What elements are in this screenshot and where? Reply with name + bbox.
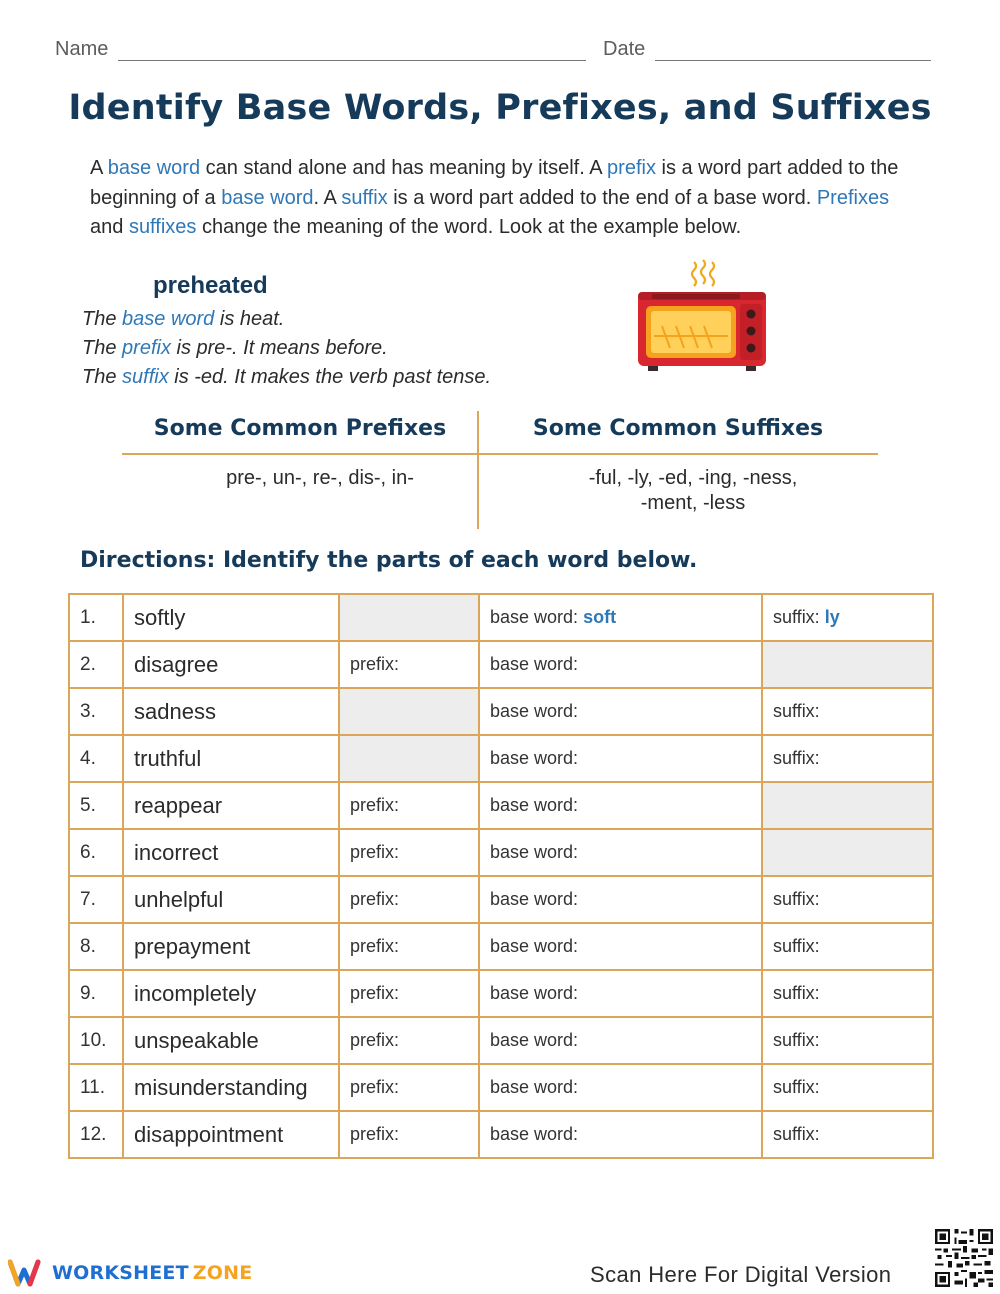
table-row bbox=[69, 594, 933, 641]
suffix-label: suffix: bbox=[773, 748, 820, 768]
suffix-answer: ly bbox=[824, 607, 840, 627]
row-word: reappear bbox=[123, 782, 339, 829]
base-word-label: base word: bbox=[490, 983, 579, 1003]
prefix-shaded-cell bbox=[339, 594, 479, 641]
base-word-answer: soft bbox=[583, 607, 617, 627]
table-row bbox=[69, 876, 933, 923]
row-word: incorrect bbox=[123, 829, 339, 876]
table-row bbox=[69, 829, 933, 876]
suffix-answer-cell[interactable] bbox=[762, 923, 933, 970]
base-word-answer-cell[interactable] bbox=[479, 641, 762, 688]
base-word-answer-cell[interactable] bbox=[479, 970, 762, 1017]
suffix-label: suffix: bbox=[773, 936, 820, 956]
table-row bbox=[69, 688, 933, 735]
suffix-label: suffix: bbox=[773, 889, 820, 909]
base-word-label: base word: bbox=[490, 1030, 579, 1050]
prefix-answer-cell[interactable]: prefix: bbox=[339, 876, 479, 923]
row-word: disappointment bbox=[123, 1111, 339, 1158]
row-word: prepayment bbox=[123, 923, 339, 970]
base-word-label: base word: bbox=[490, 654, 579, 674]
row-word: softly bbox=[123, 594, 339, 641]
row-number: 7. bbox=[69, 876, 123, 923]
row-word: incompletely bbox=[123, 970, 339, 1017]
row-number: 10. bbox=[69, 1017, 123, 1064]
affix-divider-horizontal bbox=[122, 453, 878, 455]
suffix-answer-cell[interactable] bbox=[762, 735, 933, 782]
table-row bbox=[69, 782, 933, 829]
name-line[interactable] bbox=[118, 60, 586, 61]
worksheet-zone-logo-icon bbox=[8, 1258, 48, 1288]
table-row bbox=[69, 1111, 933, 1158]
base-word-label: base word: bbox=[490, 936, 579, 956]
base-word-label: base word: bbox=[490, 1124, 579, 1144]
suffix-answer-cell[interactable] bbox=[762, 1111, 933, 1158]
row-number: 4. bbox=[69, 735, 123, 782]
row-number: 1. bbox=[69, 594, 123, 641]
suffix-answer-cell[interactable] bbox=[762, 970, 933, 1017]
suffix-shaded-cell bbox=[762, 829, 933, 876]
prefix-answer-cell[interactable]: prefix: bbox=[339, 782, 479, 829]
table-row bbox=[69, 923, 933, 970]
row-number: 2. bbox=[69, 641, 123, 688]
base-word-label: base word: bbox=[490, 1077, 579, 1097]
prefix-answer-cell[interactable]: prefix: bbox=[339, 1111, 479, 1158]
base-word-answer-cell[interactable] bbox=[479, 594, 762, 641]
suffix-label: suffix: bbox=[773, 983, 820, 1003]
suffix-label: suffix: bbox=[773, 1077, 820, 1097]
suffix-answer-cell[interactable] bbox=[762, 876, 933, 923]
row-word: misunderstanding bbox=[123, 1064, 339, 1111]
prefixes-heading: Some Common Prefixes bbox=[153, 416, 447, 441]
base-word-answer-cell[interactable] bbox=[479, 1017, 762, 1064]
prefix-answer-cell[interactable]: prefix: bbox=[339, 829, 479, 876]
qr-code-icon[interactable] bbox=[933, 1227, 995, 1289]
prefix-answer-cell[interactable]: prefix: bbox=[339, 641, 479, 688]
date-label: Date bbox=[603, 38, 646, 60]
base-word-label: base word: bbox=[490, 607, 579, 627]
example-word: preheated bbox=[153, 272, 268, 299]
base-word-label: base word: bbox=[490, 701, 579, 721]
row-number: 9. bbox=[69, 970, 123, 1017]
directions: Directions: Identify the parts of each word below. bbox=[80, 548, 698, 573]
suffix-answer-cell[interactable] bbox=[762, 1017, 933, 1064]
suffix-label: suffix: bbox=[773, 701, 820, 721]
row-number: 11. bbox=[69, 1064, 123, 1111]
base-word-answer-cell[interactable] bbox=[479, 829, 762, 876]
base-word-answer-cell[interactable] bbox=[479, 923, 762, 970]
base-word-answer-cell[interactable] bbox=[479, 1111, 762, 1158]
example-line-prefix: The prefix is pre-. It means before. bbox=[82, 337, 388, 359]
prefix-answer-cell[interactable]: prefix: bbox=[339, 1017, 479, 1064]
table-row bbox=[69, 735, 933, 782]
row-number: 6. bbox=[69, 829, 123, 876]
base-word-answer-cell[interactable] bbox=[479, 876, 762, 923]
name-label: Name bbox=[55, 38, 109, 60]
worksheet-table bbox=[68, 593, 934, 1159]
base-word-answer-cell[interactable] bbox=[479, 1064, 762, 1111]
table-row bbox=[69, 1017, 933, 1064]
row-word: sadness bbox=[123, 688, 339, 735]
base-word-label: base word: bbox=[490, 889, 579, 909]
suffixes-heading: Some Common Suffixes bbox=[532, 416, 824, 441]
table-row bbox=[69, 970, 933, 1017]
suffix-label: suffix: bbox=[773, 607, 820, 627]
base-word-label: base word: bbox=[490, 748, 579, 768]
row-word: disagree bbox=[123, 641, 339, 688]
example-line-suffix: The suffix is -ed. It makes the verb past tense. bbox=[82, 366, 492, 388]
intro-paragraph: A base word can stand alone and has meaning by itself. A prefix is a word part added to the beginning of a base word. A suffix is a word part added to the end of a base word. Prefixes and suffixes change the meaning of the word. Look at the example below. bbox=[90, 157, 899, 238]
table-row bbox=[69, 641, 933, 688]
suffix-label: suffix: bbox=[773, 1030, 820, 1050]
prefix-shaded-cell bbox=[339, 688, 479, 735]
suffix-answer-cell[interactable] bbox=[762, 688, 933, 735]
suffix-shaded-cell bbox=[762, 782, 933, 829]
prefix-answer-cell[interactable]: prefix: bbox=[339, 923, 479, 970]
row-number: 3. bbox=[69, 688, 123, 735]
suffix-label: suffix: bbox=[773, 1124, 820, 1144]
date-line[interactable] bbox=[655, 60, 931, 61]
prefix-answer-cell[interactable]: prefix: bbox=[339, 1064, 479, 1111]
base-word-answer-cell[interactable] bbox=[479, 782, 762, 829]
example-line-base: The base word is heat. bbox=[82, 308, 285, 330]
row-word: unspeakable bbox=[123, 1017, 339, 1064]
row-word: unhelpful bbox=[123, 876, 339, 923]
base-word-label: base word: bbox=[490, 842, 579, 862]
row-number: 8. bbox=[69, 923, 123, 970]
worksheet-zone-logo-text: WORKSHEET ZONE bbox=[52, 1262, 253, 1284]
suffix-answer-cell[interactable] bbox=[762, 1064, 933, 1111]
base-word-answer-cell[interactable] bbox=[479, 735, 762, 782]
base-word-answer-cell[interactable] bbox=[479, 688, 762, 735]
suffixes-list: -ful, -ly, -ed, -ing, -ness, -ment, -less bbox=[588, 467, 798, 514]
row-number: 12. bbox=[69, 1111, 123, 1158]
suffix-shaded-cell bbox=[762, 641, 933, 688]
row-word: truthful bbox=[123, 735, 339, 782]
toaster-oven-icon bbox=[632, 256, 772, 374]
row-number: 5. bbox=[69, 782, 123, 829]
scan-here-text: Scan Here For Digital Version bbox=[590, 1262, 892, 1287]
suffix-answer-cell[interactable] bbox=[762, 594, 933, 641]
prefixes-list: pre-, un-, re-, dis-, in- bbox=[226, 467, 414, 489]
table-row bbox=[69, 1064, 933, 1111]
prefix-shaded-cell bbox=[339, 735, 479, 782]
base-word-label: base word: bbox=[490, 795, 579, 815]
prefix-answer-cell[interactable]: prefix: bbox=[339, 970, 479, 1017]
page-title: Identify Base Words, Prefixes, and Suffixes bbox=[68, 88, 932, 128]
